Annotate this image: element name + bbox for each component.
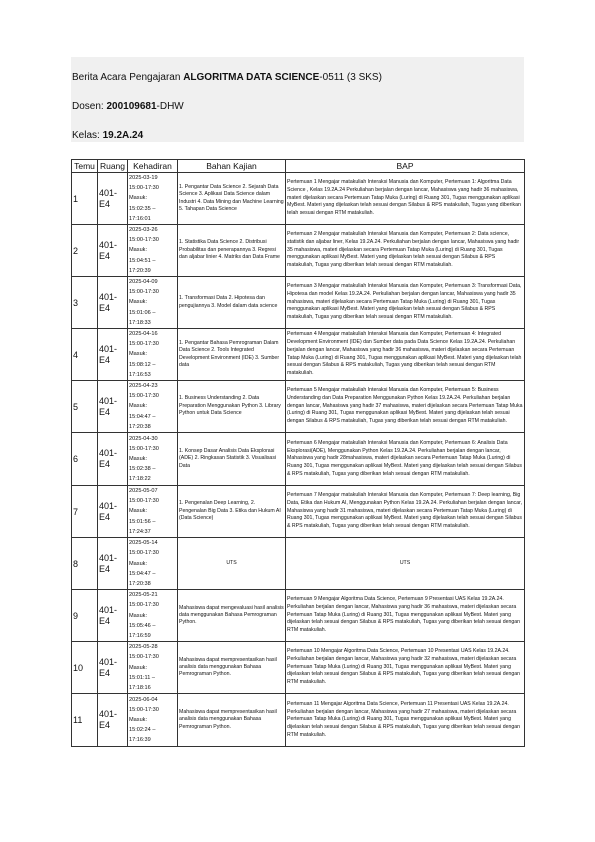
study-material: 1. Konsep Dasar Analisis Data Eksplorasi (ADE) 2. Ringkasan Statistik 3. Visualisasi Data	[178, 433, 286, 486]
attendance-time: 15:00-17:30	[129, 237, 159, 244]
attendance-cell	[128, 277, 178, 329]
study-material: 1. Statistika Data Science 2. Distribusi Probabilitas dan penerapannya 3. Regresi dan aljabar linier 4. Matriks dan Data Frame	[178, 225, 286, 277]
class-value: 19.2A.24	[102, 130, 144, 141]
attendance-masuk-label: Masuk:	[129, 455, 148, 462]
course-suffix: -0511 (3 SKS)	[319, 72, 382, 83]
column-header-ruang: Ruang	[98, 160, 128, 173]
column-header-bahan-kajian: Bahan Kajian	[178, 160, 286, 173]
attendance-date: 2025-03-26	[129, 227, 158, 234]
attendance-time: 15:00-17:30	[129, 550, 159, 557]
attendance-time: 15:00-17:30	[129, 289, 159, 296]
bap-description: Pertemuan 1 Mengajar matakuliah Interaksi Manusia dan Komputer, Pertemuan 1: Algoritma Data Science , Kelas 19.2A.24 Perkuliahan berjalan dengan lancar, Mahasiswa yang hadir 36 mahasiswa, materi dijelaskan secara Pertemuan Tatap Muka (Luring) di Ruang 301, Tugas menggunakan aplikasi MyBest. Materi yang dijelaskan telah sesuai dengan Silabus & RPS matakuliah, Tugas yang diberikan telah sesuai dengan RTM matakuliah.	[286, 173, 525, 225]
table-row	[72, 433, 525, 486]
attendance-keluar-time: 17:20:38	[129, 580, 151, 587]
table-row	[72, 329, 525, 381]
lecturer-id: 200109681	[106, 101, 157, 112]
attendance-cell	[128, 433, 178, 486]
study-material: 1. Transformasi Data 2. Hipotesa dan pengujiannya 3. Model dalam data science	[178, 277, 286, 329]
table-row	[72, 486, 525, 538]
attendance-cell	[128, 538, 178, 590]
attendance-masuk-label: Masuk:	[129, 612, 148, 619]
attendance-masuk-time: 15:04:47 –	[129, 413, 156, 420]
table-row	[72, 642, 525, 694]
study-material: UTS	[178, 538, 286, 590]
bap-description: Pertemuan 2 Mengajar matakuliah Interaksi Manusia dan Komputer, Pertemuan 2: Data science, statistik dan aljabar liner, Kelas 19.2A.24. Perkuliahan berjalan dengan lancar, Mahasiswa yang hadir 35 mahasiswa, materi dijelaskan secara Pertemuan Tatap Muka (Luring) di Ruang 301, Tugas menggunakan aplikasi MyBest. Materi yang dijelaskan telah sesuai dengan Silabus & RPS matakuliah, Tugas yang diberikan telah sesuai dengan RTM matakuliah.	[286, 225, 525, 277]
course-info-box	[71, 57, 524, 142]
attendance-masuk-time: 15:04:51 –	[129, 257, 156, 264]
attendance-date: 2025-06-04	[129, 696, 158, 703]
meeting-number: 2	[72, 225, 98, 277]
bap-description: Pertemuan 10 Mengajar Algoritma Data Science, Pertemuan 10 Presentasi UAS Kelas 19.2A.24. Perkuliahan berjalan dengan lancar, Mahasiswa yang hadir 32 mahasiswa, materi dijelaskan secara Pertemuan Tatap Muka (Luring) di Ruang 301, Tugas menggunakan aplikasi MyBest. Materi yang dijelaskan telah sesuai dengan Silabus & RPS matakuliah, Tugas yang diberikan telah sesuai dengan RTM matakuliah.	[286, 642, 525, 694]
study-material: Mahasiswa dapat mengevaluasi hasil analisis data menggunakan Bahasa Pemrograman Python.	[178, 590, 286, 642]
room: 401-E4	[98, 329, 128, 381]
bap-description: Pertemuan 9 Mengajar Algoritma Data Science, Pertemuan 9 Presentasi UAS Kelas 19.2A.24. Perkuliahan berjalan dengan lancar, Mahasiswa yang hadir 36 mahasiswa, materi dijelaskan secara Pertemuan Tatap Muka (Luring) di Ruang 301, Tugas menggunakan aplikasi MyBest. Materi yang dijelaskan telah sesuai dengan Silabus & RPS matakuliah, Tugas yang diberikan telah sesuai dengan RTM matakuliah.	[286, 590, 525, 642]
attendance-masuk-time: 15:02:24 –	[129, 727, 156, 734]
study-material: 1. Pengantar Bahasa Pemrograman Dalam Data Science 2. Tools Integrated Development Environment (IDE) 3. Sumber data	[178, 329, 286, 381]
attendance-masuk-time: 15:04:47 –	[129, 570, 156, 577]
study-material: 1. Pengenalan Deep Learning, 2. Pengenalan Big Data 3. Etika dan Hukum AI (Data Science)	[178, 486, 286, 538]
attendance-cell	[128, 642, 178, 694]
attendance-masuk-time: 15:08:12 –	[129, 361, 156, 368]
bap-description: Pertemuan 5 Mengajar matakuliah Interaksi Manusia dan Komputer, Pertemuan 5: Business Understanding dan Data Preparation Menggunakan Python Kelas 19.2A.24. Perkuliahan berjalan dengan lancar, Mahasiswa yang hadir 37 mahasiswa, materi dijelaskan secara Pertemuan Tatap Muka (Luring) di Ruang 301, Tugas menggunakan aplikasi MyBest. Materi yang dijelaskan telah sesuai dengan Silabus & RPS matakuliah, Tugas yang diberikan telah sesuai dengan RTM matakuliah.	[286, 381, 525, 433]
meeting-number: 1	[72, 173, 98, 225]
room: 401-E4	[98, 642, 128, 694]
room: 401-E4	[98, 538, 128, 590]
attendance-cell	[128, 225, 178, 277]
attendance-time: 15:00-17:30	[129, 445, 159, 452]
attendance-date: 2025-04-16	[129, 331, 158, 338]
attendance-masuk-label: Masuk:	[129, 717, 148, 724]
attendance-date: 2025-05-28	[129, 644, 158, 651]
attendance-time: 15:00-17:30	[129, 498, 159, 505]
room: 401-E4	[98, 433, 128, 486]
attendance-keluar-time: 17:16:59	[129, 632, 151, 639]
meeting-number: 7	[72, 486, 98, 538]
attendance-masuk-label: Masuk:	[129, 299, 148, 306]
lecturer-code: -DHW	[156, 101, 184, 112]
meeting-number: 4	[72, 329, 98, 381]
room: 401-E4	[98, 590, 128, 642]
column-header-temu: Temu	[72, 160, 98, 173]
attendance-date: 2025-05-07	[129, 488, 158, 495]
lecturer-label: Dosen:	[72, 101, 107, 112]
bap-description: Pertemuan 6 Mengajar matakuliah Interaksi Manusia dan Komputer, Pertemuan 6: Analisis Data Eksplorasi(ADE), Menggunakan Python Kelas 19.2A.24. Perkuliahan berjalan dengan lancar, Mahasiswa yang hadir 28mahasiswa, materi dijelaskan secara Pertemuan Tatap Muka (Luring) di Ruang 301, Tugas menggunakan aplikasi MyBest. Materi yang dijelaskan telah sesuai dengan Silabus & RPS matakuliah, Tugas yang diberikan telah sesuai dengan RTM matakuliah.	[286, 433, 525, 486]
meeting-number: 6	[72, 433, 98, 486]
room: 401-E4	[98, 694, 128, 747]
bap-description: Pertemuan 3 Mengajar matakuliah Interaksi Manusia dan Komputer, Pertemuan 3: Transformasi Data, Hipotesa dan model Kelas 19.2A.24. Perkuliahan berjalan dengan lancar, Mahasiswa yang hadir 35 mahasiswa, materi dijelaskan secara Pertemuan Tatap Muka (Luring) di Ruang 301, Tugas menggunakan aplikasi MyBest. Materi yang dijelaskan telah sesuai dengan Silabus & RPS matakuliah, Tugas yang diberikan telah sesuai dengan RTM matakuliah.	[286, 277, 525, 329]
attendance-keluar-time: 17:18:33	[129, 319, 151, 326]
room: 401-E4	[98, 225, 128, 277]
room: 401-E4	[98, 277, 128, 329]
attendance-masuk-time: 15:02:38 –	[129, 466, 156, 473]
study-material: Mahasiswa dapat mempresentasikan hasil analisis data menggunakan Bahasa Pemrograman Python.	[178, 694, 286, 747]
attendance-masuk-time: 15:05:46 –	[129, 622, 156, 629]
table-row	[72, 277, 525, 329]
attendance-keluar-time: 17:16:39	[129, 737, 151, 744]
bap-description: Pertemuan 11 Mengajar Algoritma Data Science, Pertemuan 11 Presentasi UAS Kelas 19.2A.24. Perkuliahan berjalan dengan lancar, Mahasiswa yang hadir 27 mahasiswa, materi dijelaskan secara Pertemuan Tatap Muka (Luring) di Ruang 301, Tugas menggunakan aplikasi MyBest. Materi yang dijelaskan telah sesuai dengan Silabus & RPS matakuliah, Tugas yang diberikan telah sesuai dengan RTM matakuliah.	[286, 694, 525, 747]
study-material: 1. Pengantar Data Science 2. Sejarah Data Science 3. Aplikasi Data Science dalam Industri 4. Data Mining dan Machine Learning 5. Tahapan Data Science	[178, 173, 286, 225]
attendance-cell	[128, 381, 178, 433]
attendance-masuk-label: Masuk:	[129, 403, 148, 410]
attendance-cell	[128, 173, 178, 225]
attendance-table	[71, 159, 525, 747]
course-title	[72, 72, 382, 83]
attendance-time: 15:00-17:30	[129, 706, 159, 713]
attendance-keluar-time: 17:24:37	[129, 528, 151, 535]
column-header-kehadiran: Kehadiran	[128, 160, 178, 173]
attendance-cell	[128, 329, 178, 381]
meeting-number: 3	[72, 277, 98, 329]
table-row	[72, 590, 525, 642]
attendance-time: 15:00-17:30	[129, 654, 159, 661]
table-row	[72, 173, 525, 225]
study-material: 1. Business Understanding 2. Data Preparation Menggunakan Python 3. Library Python untuk Data Science	[178, 381, 286, 433]
room: 401-E4	[98, 381, 128, 433]
class-label: Kelas:	[72, 130, 103, 141]
attendance-masuk-time: 15:01:11 –	[129, 674, 156, 681]
attendance-masuk-label: Masuk:	[129, 351, 148, 358]
attendance-date: 2025-03-19	[129, 175, 158, 181]
attendance-masuk-label: Masuk:	[129, 195, 148, 202]
meeting-number: 10	[72, 642, 98, 694]
course-name: ALGORITMA DATA SCIENCE	[183, 72, 320, 83]
study-material: Mahasiswa dapat mempresentasikan hasil analisis data menggunakan Bahasa Pemrograman Python.	[178, 642, 286, 694]
room: 401-E4	[98, 173, 128, 225]
attendance-date: 2025-05-14	[129, 540, 158, 547]
attendance-keluar-time: 17:18:16	[129, 684, 151, 691]
meeting-number: 5	[72, 381, 98, 433]
attendance-cell	[128, 590, 178, 642]
table-row	[72, 538, 525, 590]
attendance-date: 2025-04-30	[129, 435, 158, 442]
bap-description: Pertemuan 4 Mengajar matakuliah Interaksi Manusia dan Komputer, Pertemuan 4: Integrated Development Environment (IDE) dan Sumber data pada Data Science Kelas 19.2A.24. Perkuliahan berjalan dengan lancar, Mahasiswa yang hadir 36 mahasiswa, materi dijelaskan secara Pertemuan Tatap Muka (Luring) di Ruang 301, Tugas menggunakan aplikasi MyBest. Materi yang dijelaskan telah sesuai dengan Silabus & RPS matakuliah, Tugas yang diberikan telah sesuai dengan RTM matakuliah.	[286, 329, 525, 381]
table-row	[72, 381, 525, 433]
meeting-number: 11	[72, 694, 98, 747]
attendance-keluar-time: 17:20:38	[129, 423, 151, 430]
lecturer-line	[72, 101, 184, 112]
attendance-keluar-time: 17:16:01	[129, 215, 151, 222]
attendance-date: 2025-04-23	[129, 383, 158, 390]
attendance-masuk-time: 15:01:56 –	[129, 518, 156, 525]
meeting-number: 8	[72, 538, 98, 590]
class-line	[72, 130, 143, 141]
table-row	[72, 694, 525, 747]
attendance-masuk-time: 15:01:06 –	[129, 309, 156, 316]
attendance-masuk-label: Masuk:	[129, 664, 148, 671]
attendance-masuk-label: Masuk:	[129, 560, 148, 567]
column-header-bap: BAP	[286, 160, 525, 173]
attendance-cell	[128, 694, 178, 747]
attendance-time: 15:00-17:30	[129, 393, 159, 400]
attendance-time: 15:00-17:30	[129, 602, 159, 609]
attendance-time: 15:00-17:30	[129, 341, 159, 348]
attendance-masuk-label: Masuk:	[129, 247, 148, 254]
attendance-keluar-time: 17:16:53	[129, 371, 151, 378]
attendance-time: 15:00-17:30	[129, 185, 159, 192]
attendance-date: 2025-04-09	[129, 279, 158, 286]
course-title-prefix: Berita Acara Pengajaran	[72, 72, 184, 83]
attendance-masuk-label: Masuk:	[129, 508, 148, 515]
bap-description: UTS	[286, 538, 525, 590]
room: 401-E4	[98, 486, 128, 538]
attendance-date: 2025-05-21	[129, 592, 158, 599]
attendance-keluar-time: 17:20:39	[129, 267, 151, 274]
attendance-masuk-time: 15:02:35 –	[129, 205, 156, 212]
attendance-keluar-time: 17:18:22	[129, 476, 151, 483]
bap-description: Pertemuan 7 Mengajar matakuliah Interaksi Manusia dan Komputer, Pertemuan 7: Deep learning, Big Data, Etika dan Hukum AI, Menggunakan Python Kelas 19.2A.24. Perkuliahan berjalan dengan lancar, Mahasiswa yang hadir 31 mahasiswa, materi dijelaskan secara Pertemuan Tatap Muka (Luring) di Ruang 301, Tugas menggunakan aplikasi MyBest. Materi yang dijelaskan telah sesuai dengan Silabus & RPS matakuliah, Tugas yang diberikan telah sesuai dengan RTM matakuliah.	[286, 486, 525, 538]
table-header-row	[72, 160, 525, 173]
attendance-cell	[128, 486, 178, 538]
table-row	[72, 225, 525, 277]
table-body	[72, 173, 525, 747]
meeting-number: 9	[72, 590, 98, 642]
